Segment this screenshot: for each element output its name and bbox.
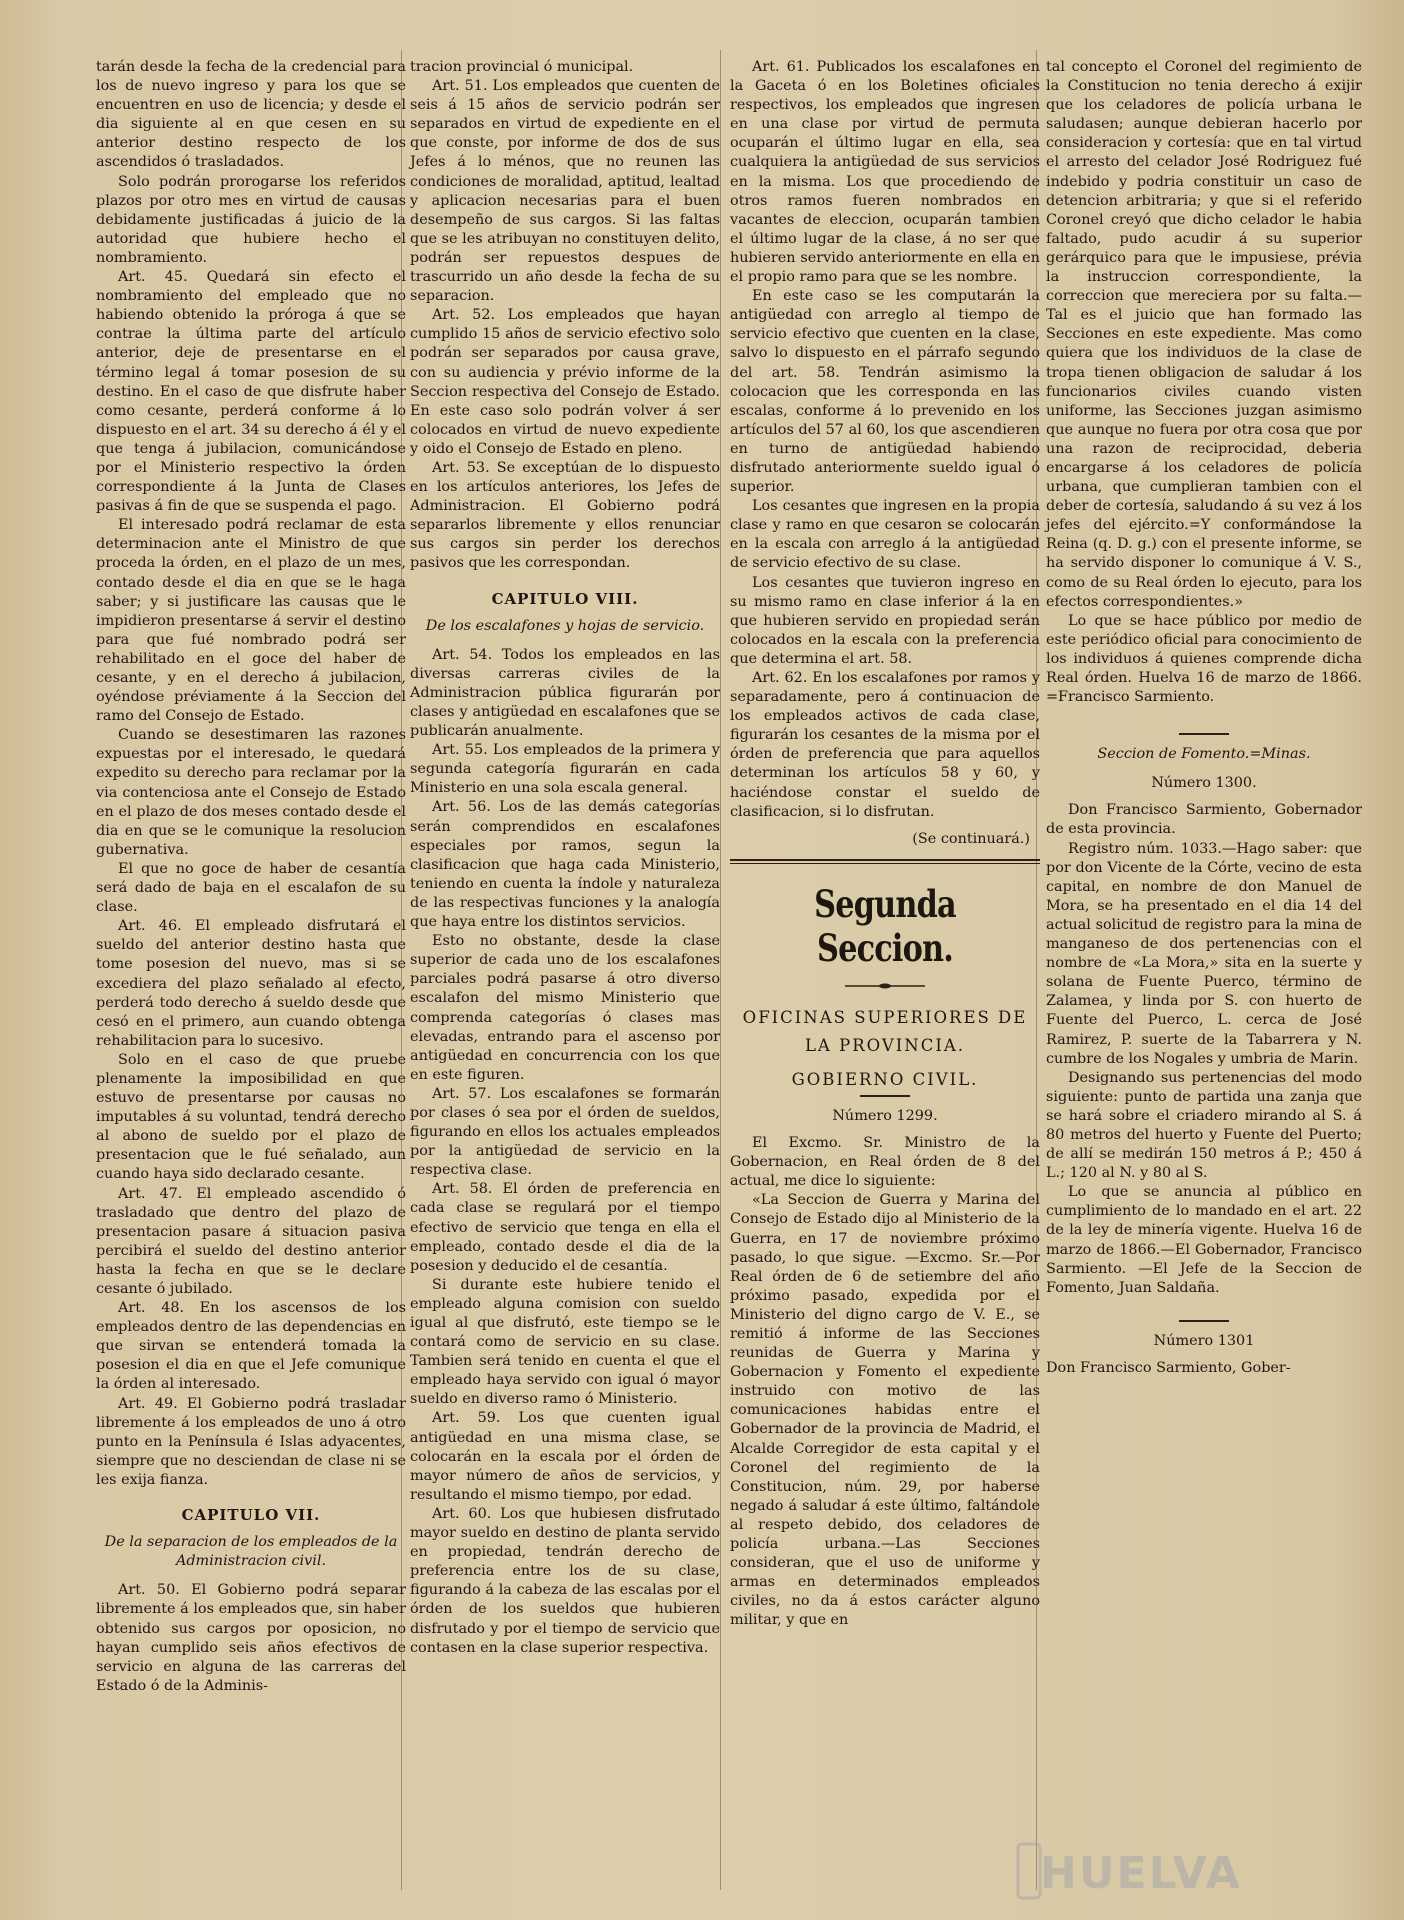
paragraph: Lo que se anuncia al público en cumplimiento de lo mandado en el art. 22 de la ley de minería vigente. Huelva 16 de marzo de 1866.—El Gobernador, Francisco Sarmiento. —El Jefe de la Seccion de Fomento, Juan Saldaña. xyxy=(1046,1184,1362,1296)
paragraph: Cuando se desestimaren las razones expuestas por el interesado, le quedará expedito su derecho para reclamar por la via contenciosa ante el Consejo de Estado en el plazo de dos meses contado desde el dia en que se le comunique la resolucion gubernativa. xyxy=(96,727,406,858)
article-62: Art. 62. En los escalafones por ramos y separadamente, pero á continuacion de los empleados activos de cada clase, figurarán los cesantes de la misma por el órden de preferencia que para aquellos determinan los artículos 58 y 60, y haciéndose constar el sueldo de clasificacion, si lo disfrutan. xyxy=(730,670,1040,820)
separator xyxy=(860,1095,910,1097)
continued-note: (Se continuará.) xyxy=(912,830,1030,847)
offices-heading: OFICINAS SUPERIORES DE LA PROVINCIA. xyxy=(742,1007,1028,1055)
paragraph: «La Seccion de Guerra y Marina del Consejo de Estado dijo al Ministerio de la Guerra, en 17 de noviembre próximo pasado, lo que sigue. —Excmo. Sr.—Por Real órden de 6 de setiembre del año próximo pasado, expedida por el Ministerio del digno cargo de V. E., se remitió á informe de las Secciones reunidas de Guerra y Marina y Gobernacion y Fomento el expediente instruido con motivo de las comunicaciones habidas entre el Gobernador de la provincia de Madrid, el Alcalde Corregidor de esta capital y el Coronel del regimiento de la Constitucion, núm. 29, por haberse negado á saludar á este último, faltándole al respeto debido, dos celadores de policía urbana.—Las Secciones consideran, que el uso de uniforme y armas en determinados empleados civiles, no da á estos carácter alguno militar, y que en xyxy=(730,1192,1040,1629)
governor-intro: Don Francisco Sarmiento, Gobernador de esta provincia. xyxy=(1046,802,1362,838)
article-57: Art. 57. Los escalafones se formarán por clases ó sea por el órden de sueldos, figurando en ellos los actuales empleados por la antigüedad de servicio en la respectiva clase. xyxy=(410,1085,720,1179)
chapter-7-subtitle: De la separacion de los empleados de la Administracion civil. xyxy=(104,1534,398,1570)
gobierno-heading: GOBIERNO CIVIL. xyxy=(791,1069,979,1089)
article-54: Art. 54. Todos los empleados en las diversas carreras civiles de la Administracion pública figurarán por clases y antigüedad en escalafones que se publicarán anualmente. xyxy=(410,646,720,740)
paragraph: Si durante este hubiere tenido el empleado alguna comision con sueldo igual al que disfrutó, este tiempo se le contará como de servicio en su clase. Tambien será tenido en cuenta el que el empleado haya servido con igual ó mayor sueldo en diverso ramo ó Ministerio. xyxy=(410,1276,720,1408)
paragraph: Los cesantes que tuvieron ingreso en su mismo ramo en clase inferior á la en que hubieren servido en propiedad serán colocados en la escala con la preferencia que determina el art. 58. xyxy=(730,574,1040,667)
number-1299: Número 1299. xyxy=(832,1107,938,1124)
chapter-8-subtitle: De los escalafones y hojas de servicio. xyxy=(425,617,705,634)
section-title: Segunda Seccion. xyxy=(814,881,956,970)
paragraph: Solo podrán prorogarse los referidos plazos por otro mes en virtud de causas debidamente justificadas á juicio de la autoridad que hubiere hecho el nombramiento. xyxy=(96,173,406,266)
separator xyxy=(1179,1320,1229,1322)
paragraph: Don Francisco Sarmiento, Gober- xyxy=(1046,1359,1291,1376)
watermark-shield-icon xyxy=(1016,1842,1042,1900)
article-46: Art. 46. El empleado disfrutará el sueldo del anterior destino hasta que tome posesion del nuevo, mas si se excediera del plazo señalado al efecto, perderá todo derecho á sueldo desde que cesó en el primero, aun cuando obtenga rehabilitacion para lo sucesivo. xyxy=(96,918,406,1049)
column-3 xyxy=(730,58,1040,1630)
column-4 xyxy=(1046,58,1362,1378)
article-61: Art. 61. Publicados los escalafones en la Gaceta ó en los Boletines oficiales respectivos, los empleados que ingresen en una clase por virtud de permuta ocuparán el último lugar en ella, sea cualquiera la antigüedad de sus servicios en la misma. Los que procediendo de otros ramos fueren nombrados en vacantes de eleccion, ocuparán tambien el último lugar de la clase, á no ser que hubieren servido anteriormente en ella en el propio ramo para que se les nombre. xyxy=(730,59,1040,286)
article-47: Art. 47. El empleado ascendido ó trasladado que dentro del plazo de presentacion pasare á situacion pasiva percibirá el sueldo del destino anterior hasta la fecha en que se le declare cesante ó jubilado. xyxy=(96,1185,406,1297)
article-53: Art. 53. Se exceptúan de lo dispuesto en los artículos anteriores, los Jefes de Administracion. El Gobierno podrá separarlos libremente y ellos renunciar sus cargos sin perder los derechos pasivos que les correspondan. xyxy=(410,459,720,572)
section-rule xyxy=(730,859,1040,861)
number-1301: Número 1301 xyxy=(1153,1332,1255,1349)
section-rule xyxy=(730,863,1040,864)
column-2 xyxy=(410,58,720,1658)
article-58: Art. 58. El órden de preferencia en cada clase se regulará por el tiempo efectivo de servicio que tenga en ella el empleado, contado desde el dia de la posesion y deducido el de cesantía. xyxy=(410,1181,720,1274)
paragraph: tal concepto el Coronel del regimiento de la Constitucion no tenia derecho á exijir que los celadores de policía urbana le saludasen; aunque debieran hacerlo por consideracion y cortesía: que en tal virtud el arresto del celador José Rodriguez fué indebido y podria constituir un caso de detencion arbitraria; y que si el referido Coronel creyó que dicho celador le habia faltado, pudo acudir á su superior gerárquico para que le impusiese, prévia la instruccion correspondiente, la correccion que mereciera por su falta.—Tal es el juicio que han formado las Secciones en este expediente. Mas como quiera que los individuos de la clase de tropa tienen obligacion de saludar á los funcionarios civiles cuando visten uniforme, las Secciones juzgan asimismo que aunque no fuera por otra cosa que por una razon de reciprocidad, deberia encargarse á los celadores de policía urbana, que cumplieran tambien con el deber de cortesía, saludando á su vez á los jefes del ejército.=Y conformándose la Reina (q. D. g.) con el presente informe, se ha servido disponer lo comunique á V. S., como de su Real órden lo ejecuto, para los efectos correspondientes.» xyxy=(1046,59,1362,610)
paragraph: El que no goce de haber de cesantía será dado de baja en el escalafon de su clase. xyxy=(96,860,406,916)
paragraph: Lo que se hace público por medio de este periódico oficial para conocimiento de los individuos á quienes comprende dicha Real órden. Huelva 16 de marzo de 1866. =Francisco Sarmiento. xyxy=(1046,612,1362,706)
paragraph: tracion provincial ó municipal. xyxy=(410,59,634,75)
article-59: Art. 59. Los que cuenten igual antigüedad en una misma clase, se colocarán en la escala por el órden de mayor número de años de servicios, y resultando el mismo tiempo, por edad. xyxy=(410,1410,720,1503)
number-1300: Número 1300. xyxy=(1151,775,1257,792)
column-rule xyxy=(720,50,721,1890)
paragraph: Designando sus pertenencias del modo siguiente: punto de partida una zanja que se hará sobre el criadero mirando al S. á 80 metros del huerto y Fuente del Puerto; de allí se medirán 150 metros á P.; 450 á L.; 120 al N. y 80 al S. xyxy=(1046,1069,1362,1182)
paragraph: Solo en el caso de que pruebe plenamente la imposibilidad en que estuvo de presentarse por causas no imputables á su voluntad, tendrá derecho al abono de sueldo por el plazo de presentacion que le fué señalado, aun cuando haya sido declarado cesante. xyxy=(96,1051,406,1183)
article-52: Art. 52. Los empleados que hayan cumplido 15 años de servicio efectivo solo podrán ser separados por causa grave, con su audiencia y prévio informe de la Seccion respectiva del Consejo de Estado. En este caso solo podrán volver á ser colocados en virtud de nuevo expediente y oido el Consejo de Estado en pleno. xyxy=(410,307,720,457)
article-51: Art. 51. Los empleados que cuenten de seis á 15 años de servicio podrán ser separados en virtud de expediente en el que conste, por informe de dos de sus Jefes á lo ménos, que no reunen las condiciones de moralidad, aptitud, lealtad y aplicacion necesarias para el buen desempeño de sus cargos. Si las faltas que se les atribuyan no constituyen delito, podrán ser repuestos despues de trascurrido un año desde la fecha de su separacion. xyxy=(410,78,720,305)
paragraph: Esto no obstante, desde la clase superior de cada uno de los escalafones parciales podrá pasarse á otro diverso escalafon del mismo Ministerio que comprenda categorías ó clases mas elevadas, entrando para el ascenso por antigüedad en concurrencia con los que en este figuren. xyxy=(410,933,720,1083)
paragraph: tarán desde la fecha de la credencial para los de nuevo ingreso y para los que se encuentren en uso de licencia; y desde el dia siguiente al en que cesen en su anterior destino respecto de los ascendidos ó trasladados. xyxy=(96,59,406,171)
fomento-heading: Seccion de Fomento.=Minas. xyxy=(1097,746,1311,763)
article-60: Art. 60. Los que hubiesen disfrutado mayor sueldo en destino de planta servido en propiedad, tendrán derecho de preferencia entre los de su clase, figurando á la cabeza de las escalas por el órden de los sueldos que hubieren disfrutado y por el tiempo de servicio que contasen en la clase superior respectiva. xyxy=(410,1505,720,1656)
paragraph: En este caso se les computarán la antigüedad con arreglo al tiempo de servicio efectivo que cuenten en la clase, salvo lo dispuesto en el párrafo segundo del art. 58. Tendrán asimismo la colocacion que les corresponda en las escalas, conforme á lo prevenido en los artículos del 57 al 60, los que ascendieren en turno de antigüedad habiendo disfrutado anteriormente sueldo igual ó superior. xyxy=(730,288,1040,496)
paragraph: El Excmo. Sr. Ministro de la Gobernacion, en Real órden de 8 del actual, me dice lo siguiente: xyxy=(730,1135,1040,1190)
paragraph: Los cesantes que ingresen en la propia clase y ramo en que cesaron se colocarán en la escala con arreglo á la antigüedad de servicio efectivo de su clase. xyxy=(730,498,1040,572)
chapter-8-title: CAPITULO VIII. xyxy=(491,589,639,608)
article-45: Art. 45. Quedará sin efecto el nombramiento del empleado que no habiendo obtenido la próroga á que se contrae la última parte del artículo anterior, deje de presentarse en el término legal á tomar posesion de su destino. En el caso de que disfrute haber como cesante, perderá conforme á lo dispuesto en el art. 34 su derecho á él y el que tenga á jubilacion, comunicándose por el Ministerio respectivo la órden correspondiente á la Junta de Clases pasivas á fin de que se suspenda el pago. xyxy=(96,269,406,515)
article-56: Art. 56. Los de las demás categorías serán comprendidos en escalafones especiales por ramos, segun la clasificacion que haga cada Ministerio, teniendo en cuenta la índole y naturaleza de las respectivas funciones y la analogía que haya entre los distintos servicios. xyxy=(410,799,720,931)
article-48: Art. 48. En los ascensos de los empleados dentro de las dependencias en que sirvan se entenderá tomada la posesion el dia en que el Jefe comunique la órden al interesado. xyxy=(96,1300,406,1393)
paragraph: Registro núm. 1033.—Hago saber: que por don Vicente de la Córte, vecino de esta capital, en nombre de don Manuel de Mora, se ha presentado en el dia 14 del actual solicitud de registro para la mina de manganeso de dos pertenencias con el nombre de «La Mora,» sita en la suerte y solana de Fuente Puerco, término de Zalamea, y linda por S. con huerto de Fuente del Puerco, L. cerca de José Ramirez, P. suerte de la Tabarrera y N. cumbre de los Nogales y umbria de Marin. xyxy=(1046,840,1362,1067)
ornament-icon xyxy=(845,982,925,990)
paragraph: El interesado podrá reclamar de esta determinacion ante el Ministro de que proceda la órden, en el plazo de un mes, contado desde el dia en que se le haga saber; y si justificare las causas que le impidieron presentarse á servir el destino para que fué nombrado podrá ser rehabilitado en el goce del haber de cesante, y en el derecho á jubilacion, oyéndose préviamente á la Seccion del ramo del Consejo de Estado. xyxy=(96,517,406,725)
article-50: Art. 50. El Gobierno podrá separar libremente á los empleados que, sin haber obtenido sus cargos por oposicion, no hayan cumplido seis años efectivos de servicio en alguna de las carreras del Estado ó de la Adminis- xyxy=(96,1582,406,1694)
watermark: HUELVA xyxy=(1040,1848,1242,1899)
article-55: Art. 55. Los empleados de la primera y segunda categoría figurarán en cada Ministerio en una sola escala general. xyxy=(410,742,720,797)
chapter-7-title: CAPITULO VII. xyxy=(181,1506,321,1525)
column-1 xyxy=(96,58,406,1696)
article-49: Art. 49. El Gobierno podrá trasladar libremente á los empleados de uno á otro punto en la Península é Islas adyacentes, siempre que no desciendan de clase ni se les exija fianza. xyxy=(96,1395,406,1488)
separator xyxy=(1179,733,1229,735)
